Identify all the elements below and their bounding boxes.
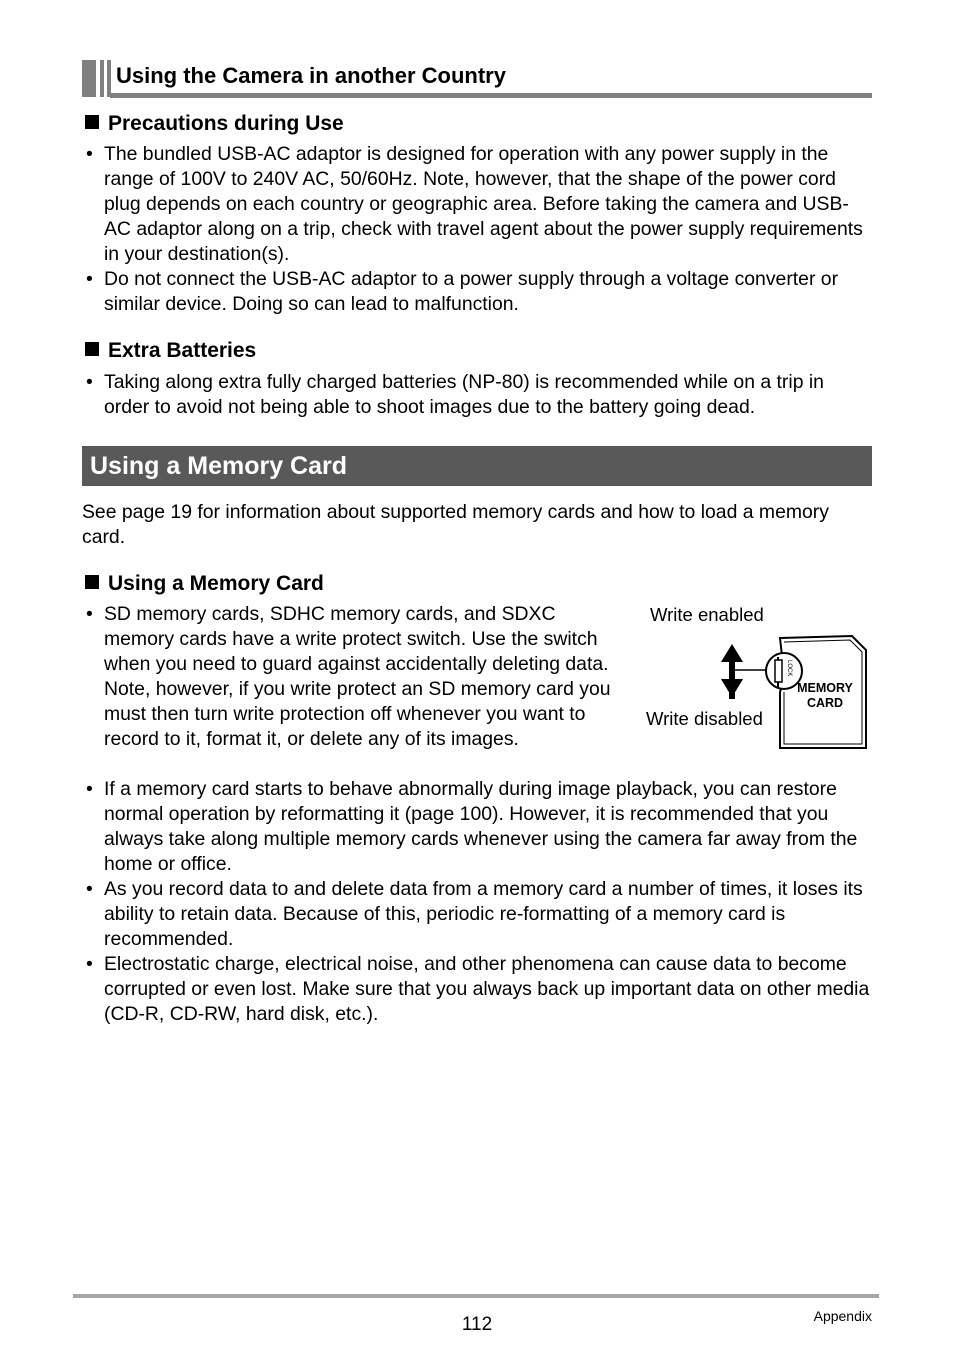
square-bullet-icon — [85, 115, 99, 129]
memory-card-icon — [780, 636, 866, 748]
list-item: • Electrostatic charge, electrical noise, and other phenomena can cause data to become corrupted or even lost. Make sure that you always back up important data on other media (CD-R, CD-RW, hard disk, etc.). — [82, 952, 872, 1027]
list-item: • As you record data to and delete data from a memory card a number of times, it loses its ability to retain data. Because of this, periodic re-formatting of a memory card is recommended. — [82, 877, 872, 952]
memory-card-list-1 — [82, 602, 622, 752]
square-bullet-icon — [85, 342, 99, 356]
section-title-memory-card: Using a Memory Card — [90, 452, 348, 480]
list-item: • Taking along extra fully charged batteries (NP-80) is recommended while on a trip in order to avoid not being able to shoot images due to the battery going dead. — [82, 370, 872, 420]
double-arrow-icon — [721, 644, 743, 699]
label-write-disabled: Write disabled — [646, 708, 763, 729]
subheading-using-memory-card-text: Using a Memory Card — [108, 572, 324, 595]
section-title-camera-abroad: Using the Camera in another Country — [116, 63, 506, 88]
section-rule — [110, 93, 872, 98]
subheading-precautions — [85, 111, 344, 137]
sd-card-figure — [712, 628, 872, 752]
section-marker-bars — [82, 60, 112, 97]
footer-rule — [73, 1294, 879, 1298]
list-item: • Do not connect the USB-AC adaptor to a power supply through a voltage converter or similar device. Doing so can lead to malfunction. — [82, 267, 872, 317]
subheading-using-memory-card — [85, 571, 324, 597]
memory-card-list-2 — [82, 777, 872, 1027]
page-number: 112 — [461, 1314, 493, 1335]
list-item: • If a memory card starts to behave abnormally during image playback, you can restore normal operation by reformatting it (page 100). However, it is recommended that you always take along multiple memory cards whenever using the camera far away from the home or office. — [82, 777, 872, 877]
subheading-precautions-text: Precautions during Use — [108, 112, 344, 135]
batteries-list — [82, 370, 872, 420]
card-label-line2: CARD — [806, 696, 844, 710]
square-bullet-icon — [85, 575, 99, 589]
label-write-enabled: Write enabled — [650, 604, 764, 625]
footer-section-name: Appendix — [813, 1308, 872, 1324]
list-item: • The bundled USB-AC adaptor is designed for operation with any power supply in the range of 100V to 240V AC, 50/60Hz. Note, however, that the shape of the power cord plug depends on each country or geographic area. Before taking the camera and USB-AC adaptor along on a trip, check with travel agent about the power supply requirements in your destination(s). — [82, 142, 872, 267]
intro-paragraph: See page 19 for information about supported memory cards and how to load a memory card. — [82, 501, 829, 548]
card-label-line1: MEMORY — [797, 681, 853, 695]
precautions-list — [82, 142, 872, 317]
subheading-extra-batteries-text: Extra Batteries — [108, 339, 257, 362]
list-item: • SD memory cards, SDHC memory cards, and SDXC memory cards have a write protect switch. Use the switch when you need to guard against accidentally deleting data. Note, however, if you write protect an SD memory card you must then turn write protection off whenever you want to record to it, format it, or delete any of its images. — [82, 602, 622, 752]
lock-text: LOCK — [786, 660, 792, 677]
lock-switch-icon — [766, 653, 802, 689]
subheading-extra-batteries — [85, 338, 256, 364]
